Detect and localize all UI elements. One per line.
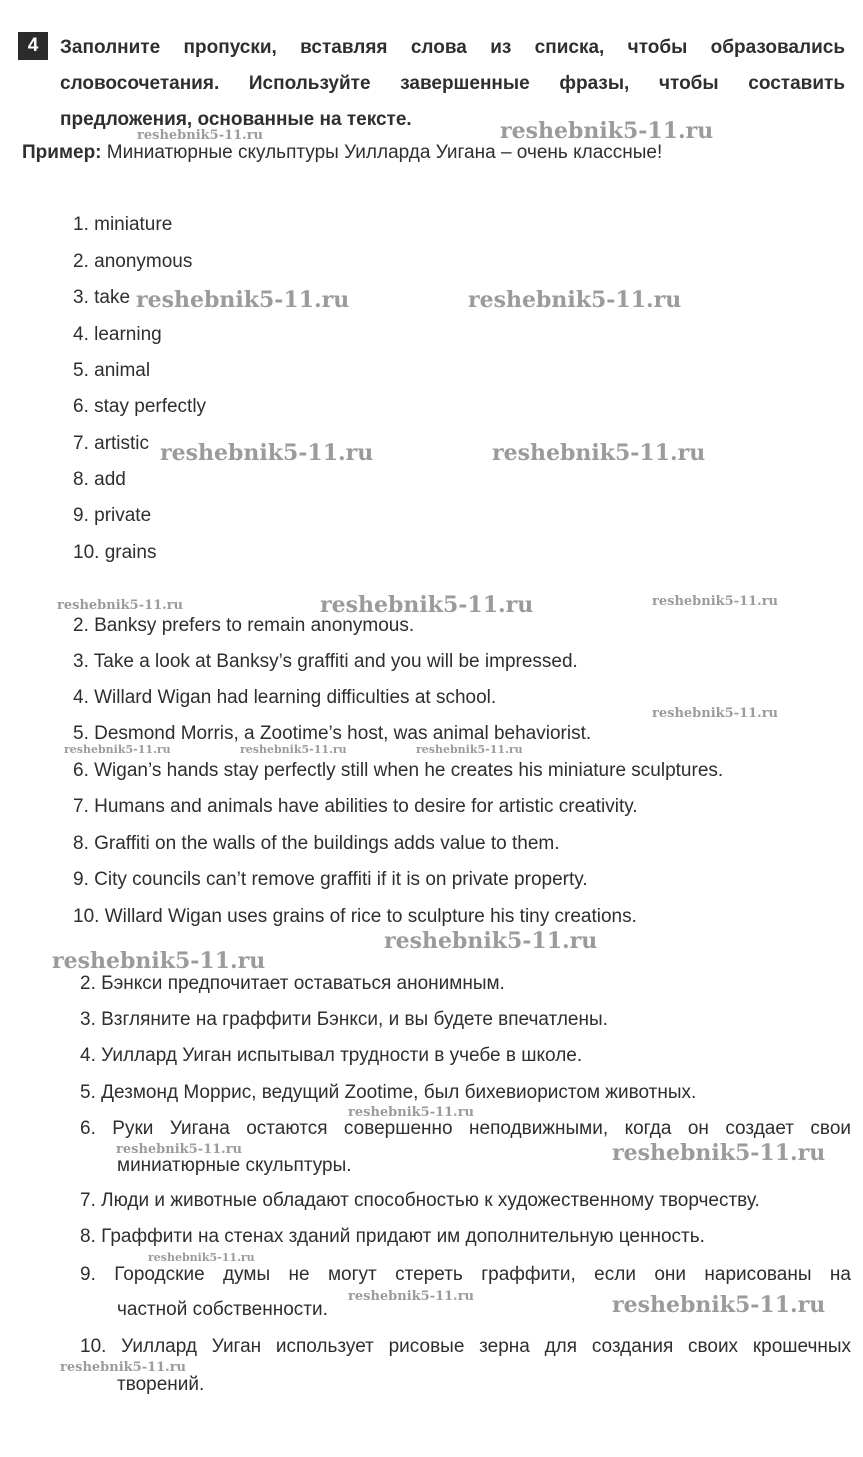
watermark: reshebnik5-11.ru (148, 1251, 255, 1264)
sentence-en: 7. Humans and animals have abilities to desire for artistic creativity. (73, 796, 638, 817)
watermark: reshebnik5-11.ru (416, 743, 523, 756)
example-text: Миниатюрные скульптуры Уилларда Уигана – очень классные! (101, 142, 663, 163)
watermark: reshebnik5-11.ru (652, 594, 779, 609)
word-item: 5. animal (73, 360, 151, 381)
sentence-ru-continued: миниатюрные скульптуры. (117, 1155, 352, 1176)
watermark: reshebnik5-11.ru (137, 128, 264, 143)
word-item: 2. anonymous (73, 251, 193, 272)
sentence-ru: 9. Городские думы не могут стереть граффити, если они нарисованы на (80, 1264, 851, 1285)
watermark: reshebnik5-11.ru (160, 440, 374, 466)
task-number-badge: 4 (18, 32, 48, 60)
watermark: reshebnik5-11.ru (500, 118, 714, 144)
sentence-en: 2. Banksy prefers to remain anonymous. (73, 615, 415, 636)
watermark: reshebnik5-11.ru (136, 287, 350, 313)
sentence-en: 4. Willard Wigan had learning difficulties at school. (73, 687, 497, 708)
sentence-ru: 7. Люди и животные обладают способностью к художественному творчеству. (80, 1190, 760, 1211)
example-line (22, 142, 662, 164)
word-item: 10. grains (73, 542, 157, 563)
word-item: 4. learning (73, 324, 162, 345)
sentence-en: 6. Wigan’s hands stay perfectly still when he creates his miniature sculptures. (73, 760, 724, 781)
watermark: reshebnik5-11.ru (348, 1289, 475, 1304)
sentence-en: 9. City councils can’t remove graffiti if it is on private property. (73, 869, 588, 890)
watermark: reshebnik5-11.ru (612, 1292, 826, 1318)
word-item: 7. artistic (73, 433, 150, 454)
sentence-ru: 6. Руки Уигана остаются совершенно неподвижными, когда он создает свои (80, 1118, 851, 1139)
watermark: reshebnik5-11.ru (612, 1140, 826, 1166)
word-item: 9. private (73, 505, 152, 526)
watermark: reshebnik5-11.ru (64, 743, 171, 756)
sentence-en: 8. Graffiti on the walls of the buildings adds value to them. (73, 833, 560, 854)
sentence-ru-continued: частной собственности. (117, 1299, 328, 1320)
sentence-ru: 3. Взгляните на граффити Бэнкси, и вы будете впечатлены. (80, 1009, 608, 1030)
watermark: reshebnik5-11.ru (240, 743, 347, 756)
sentence-en: 10. Willard Wigan uses grains of rice to sculpture his tiny creations. (73, 906, 637, 927)
sentence-ru: 4. Уиллард Уиган испытывал трудности в учебе в школе. (80, 1045, 583, 1066)
word-item: 6. stay perfectly (73, 396, 207, 417)
watermark: reshebnik5-11.ru (384, 928, 598, 954)
sentence-en: 5. Desmond Morris, a Zootime’s host, was animal behaviorist. (73, 723, 592, 744)
sentence-en: 3. Take a look at Banksy’s graffiti and you will be impressed. (73, 651, 578, 672)
word-item: 1. miniature (73, 214, 173, 235)
sentence-ru: 2. Бэнкси предпочитает оставаться анонимным. (80, 973, 505, 994)
watermark: reshebnik5-11.ru (468, 287, 682, 313)
watermark: reshebnik5-11.ru (320, 592, 534, 618)
sentence-ru: 10. Уиллард Уиган использует рисовые зерна для создания своих крошечных (80, 1336, 851, 1357)
watermark: reshebnik5-11.ru (348, 1105, 475, 1120)
task-instruction: Заполните пропуски, вставляя слова из списка, чтобы образовались словосочетания. Используйте завершенные фразы, чтобы составить предложения, основанные на тексте. (60, 37, 845, 130)
sentence-ru-continued: творений. (117, 1374, 205, 1395)
word-item: 8. add (73, 469, 126, 490)
watermark: reshebnik5-11.ru (52, 948, 266, 974)
word-item: 3. take (73, 287, 131, 308)
example-label: Пример: (22, 142, 102, 163)
watermark: reshebnik5-11.ru (652, 706, 779, 721)
watermark: reshebnik5-11.ru (57, 598, 184, 613)
watermark: reshebnik5-11.ru (60, 1360, 187, 1375)
watermark: reshebnik5-11.ru (492, 440, 706, 466)
sentence-ru: 8. Граффити на стенах зданий придают им дополнительную ценность. (80, 1226, 705, 1247)
sentence-ru: 5. Дезмонд Моррис, ведущий Zootime, был бихевиористом животных. (80, 1082, 697, 1103)
watermark: reshebnik5-11.ru (116, 1142, 243, 1157)
